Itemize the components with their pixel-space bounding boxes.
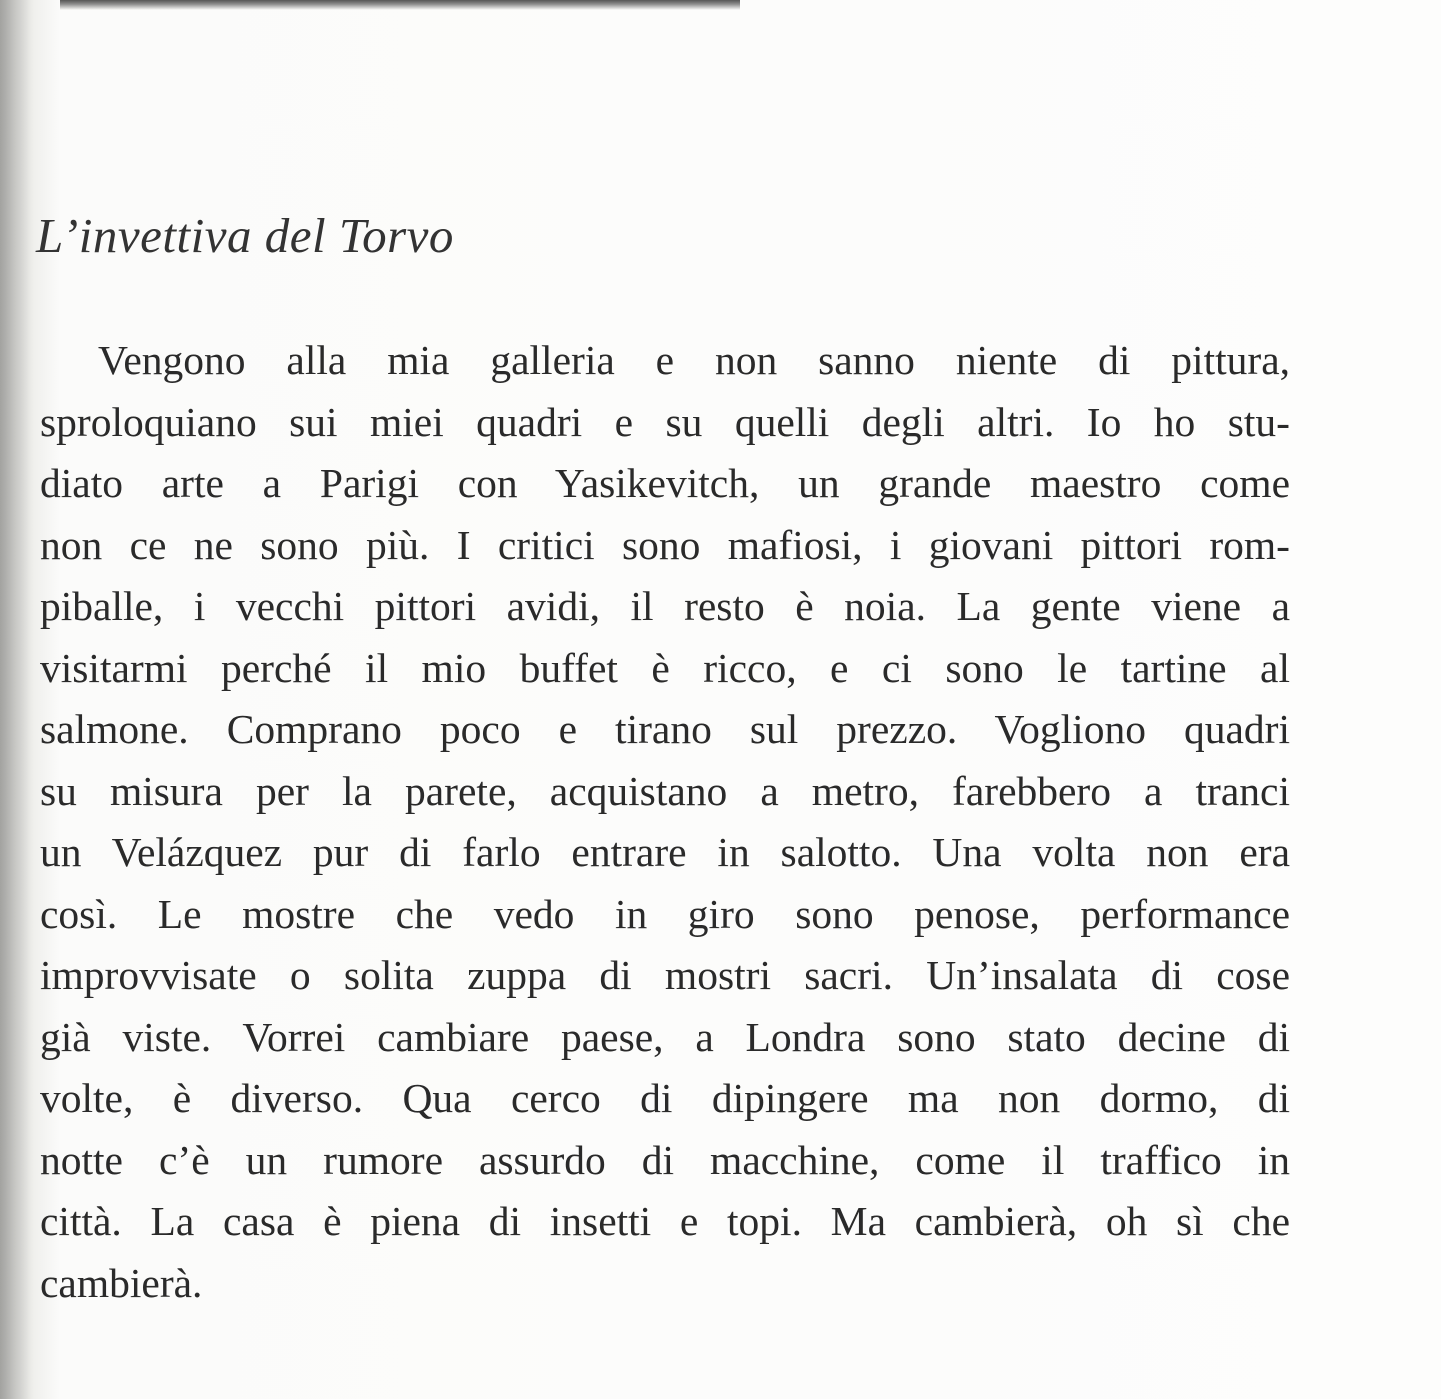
text-line: salmone. Comprano poco e tirano sul prezzo. Vogliono quadri [40,706,1290,752]
text-line: un Velázquez pur di farlo entrare in salotto. Una volta non era [40,829,1290,875]
text-line: città. La casa è piena di insetti e topi. Ma cambierà, oh sì che [40,1198,1290,1244]
text-line: non ce ne sono più. I critici sono mafiosi, i giovani pittori rom- [40,521,1290,568]
body-paragraph [40,330,1290,1314]
text-line: su misura per la parete, acquistano a metro, farebbero a tranci [40,767,1290,814]
text-line: improvvisate o solita zuppa di mostri sacri. Un’insalata di cose [40,952,1290,998]
chapter-title: L’invettiva del Torvo [36,208,454,263]
text-line: piballe, i vecchi pittori avidi, il resto è noia. La gente viene a [40,583,1290,629]
page-top-edge [60,0,740,10]
text-line: volte, è diverso. Qua cerco di dipingere ma non dormo, di [40,1075,1290,1121]
text-line: visitarmi perché il mio buffet è ricco, e ci sono le tartine al [40,644,1290,691]
binding-shadow [0,0,34,1399]
text-line: cambierà. [40,1259,203,1306]
text-line: Vengono alla mia galleria e non sanno niente di pittura, [98,337,1290,383]
text-line: sproloquiano sui miei quadri e su quelli degli altri. Io ho stu- [40,398,1290,445]
text-line: così. Le mostre che vedo in giro sono penose, performance [40,890,1290,937]
text-line: notte c’è un rumore assurdo di macchine, come il traffico in [40,1136,1290,1183]
text-line: già viste. Vorrei cambiare paese, a Londra sono stato decine di [40,1013,1290,1060]
text-line: diato arte a Parigi con Yasikevitch, un grande maestro come [40,460,1290,506]
